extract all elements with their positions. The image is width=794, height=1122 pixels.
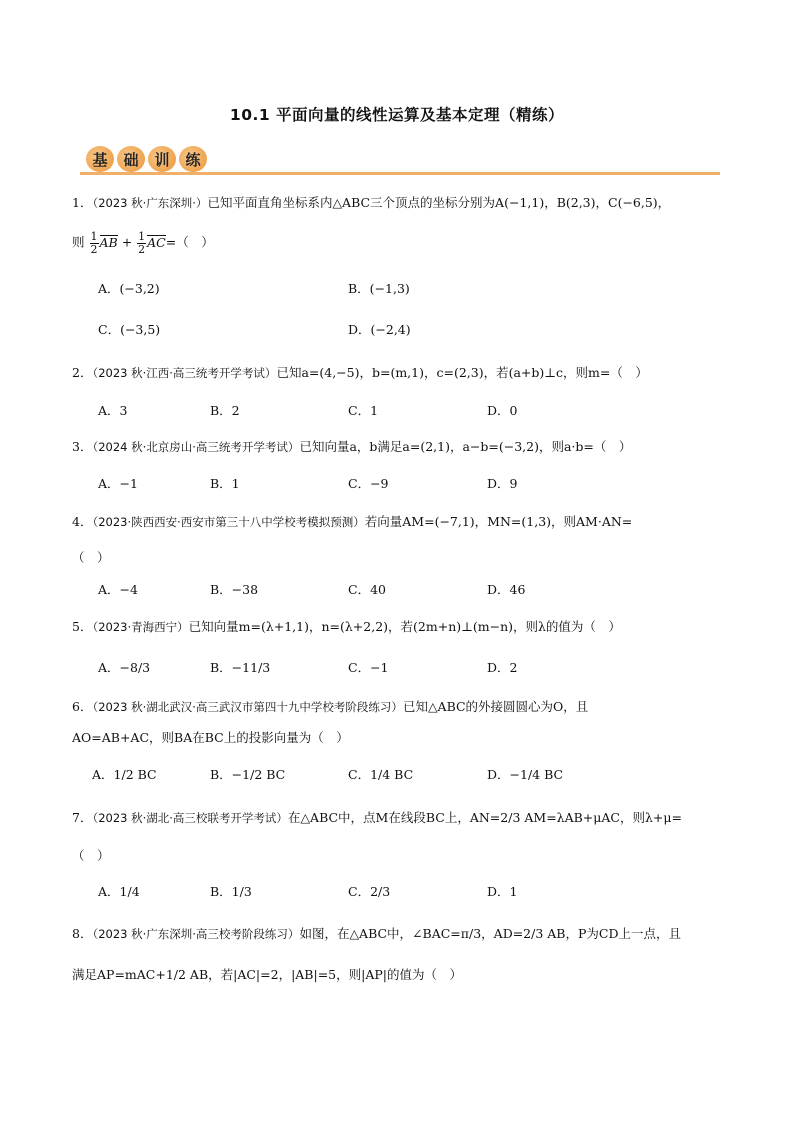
- question-4: [72, 512, 632, 530]
- option-c[interactable]: C．1: [348, 403, 379, 418]
- banner-char: 基: [86, 146, 114, 172]
- question-source: （2024 秋·北京房山·高三统考开学考试）: [92, 440, 300, 454]
- question-stem: 已知向量a，b满足a=(2,1)，a−b=(−3,2)，则a·b=（ ）: [299, 439, 632, 454]
- option-b[interactable]: B．1: [210, 476, 240, 491]
- question-number: 1．: [72, 195, 93, 210]
- section-banner: [86, 146, 207, 172]
- question-3: [72, 437, 631, 455]
- question-source: （2023 秋·广东深圳·高三校考阶段练习）: [92, 927, 300, 941]
- option-b[interactable]: B．−38: [210, 582, 259, 597]
- question-8-line2: 满足AP=mAC+1/2 AB，若|AC|=2，|AB|=5，则|AP|的值为（ ）: [72, 967, 462, 982]
- option-b[interactable]: B．(−1,3): [348, 281, 410, 296]
- option-d[interactable]: D．0: [487, 403, 518, 418]
- question-stem: 已知平面直角坐标系内△ABC三个顶点的坐标分别为A(−1,1)，B(2,3)，C(−6,5)，: [207, 195, 671, 210]
- question-number: 7．: [72, 810, 93, 825]
- question-tail: =（ ）: [165, 234, 214, 250]
- question-4-line2: （ ）: [72, 550, 110, 565]
- question-number: 3．: [72, 439, 93, 454]
- option-a[interactable]: A．−8/3: [98, 660, 151, 675]
- question-7-line2: （ ）: [72, 848, 110, 863]
- option-d[interactable]: D．(−2,4): [348, 322, 411, 337]
- option-c[interactable]: C．1/4 BC: [348, 767, 414, 782]
- option-c[interactable]: C．−1: [348, 660, 389, 675]
- fraction: $\frac{1}{2}$: [138, 230, 146, 256]
- banner-char: 训: [148, 146, 176, 172]
- question-source: （2023 秋·湖北武汉·高三武汉市第四十九中学校考阶段练习）: [92, 700, 403, 714]
- question-stem: 在△ABC中，点M在线段BC上，AN=2/3 AM=λAB+μAC，则λ+μ=: [287, 810, 682, 825]
- option-a[interactable]: A．1/2 BC: [92, 767, 157, 782]
- question-source: （2023 秋·江西·高三统考开学考试）: [92, 366, 277, 380]
- question-number: 8．: [72, 926, 93, 941]
- option-b[interactable]: B．−11/3: [210, 660, 271, 675]
- option-a[interactable]: A．1/4: [98, 884, 140, 899]
- question-number: 2．: [72, 365, 93, 380]
- question-1: [72, 193, 670, 211]
- option-d[interactable]: D．1: [487, 884, 518, 899]
- question-1-line2: 则 $\frac{1}{2}$ AB + $\frac{1}{2}$ AC=（ ）: [72, 230, 214, 256]
- question-2: [72, 363, 648, 381]
- question-stem: 如图，在△ABC中，∠BAC=π/3，AD=2/3 AB，P为CD上一点，且: [299, 926, 681, 941]
- question-source: （2023·陕西西安·西安市第三十八中学校考模拟预测）: [92, 515, 365, 529]
- question-stem-2: 则: [72, 234, 85, 250]
- option-b[interactable]: B．1/3: [210, 884, 252, 899]
- option-a[interactable]: A．(−3,2): [98, 281, 160, 296]
- option-d[interactable]: D．9: [487, 476, 518, 491]
- question-source: （2023 秋·湖北·高三校联考开学考试）: [92, 811, 288, 825]
- banner-char: 础: [117, 146, 145, 172]
- option-b[interactable]: B．2: [210, 403, 240, 418]
- option-c[interactable]: C．(−3,5): [98, 322, 161, 337]
- option-d[interactable]: D．2: [487, 660, 518, 675]
- question-6-line2: AO=AB+AC，则BA在BC上的投影向量为（ ）: [72, 730, 349, 745]
- fraction: $\frac{1}{2}$: [90, 230, 98, 256]
- option-c[interactable]: C．−9: [348, 476, 389, 491]
- option-b[interactable]: B．−1/2 BC: [210, 767, 286, 782]
- option-a[interactable]: A．−4: [98, 582, 138, 597]
- question-8: [72, 924, 681, 942]
- question-number: 6．: [72, 699, 93, 714]
- option-d[interactable]: D．46: [487, 582, 526, 597]
- option-d[interactable]: D．−1/4 BC: [487, 767, 564, 782]
- banner-divider: [80, 172, 720, 175]
- question-5: [72, 617, 621, 635]
- option-c[interactable]: C．2/3: [348, 884, 391, 899]
- question-stem: 已知△ABC的外接圆圆心为O，且: [402, 699, 589, 714]
- page-title: 10.1 平面向量的线性运算及基本定理（精练）: [229, 106, 565, 124]
- banner-char: 练: [179, 146, 207, 172]
- question-stem: 若向量AM=(−7,1)，MN=(1,3)，则AM·AN=: [364, 514, 633, 529]
- question-6: [72, 697, 588, 715]
- question-stem: 已知a=(4,−5)，b=(m,1)，c=(2,3)，若(a+b)⊥c，则m=（ ）: [276, 365, 648, 380]
- question-source: （2023 秋·广东深圳·）: [92, 196, 208, 210]
- question-stem: 已知向量m=(λ+1,1)，n=(λ+2,2)，若(2m+n)⊥(m−n)，则λ的值为（ ）: [188, 619, 621, 634]
- question-7: [72, 808, 682, 826]
- question-source: （2023·青海西宁）: [92, 620, 189, 634]
- question-number: 4．: [72, 514, 93, 529]
- option-c[interactable]: C．40: [348, 582, 386, 597]
- question-number: 5．: [72, 619, 93, 634]
- option-a[interactable]: A．3: [98, 403, 128, 418]
- option-a[interactable]: A．−1: [98, 476, 138, 491]
